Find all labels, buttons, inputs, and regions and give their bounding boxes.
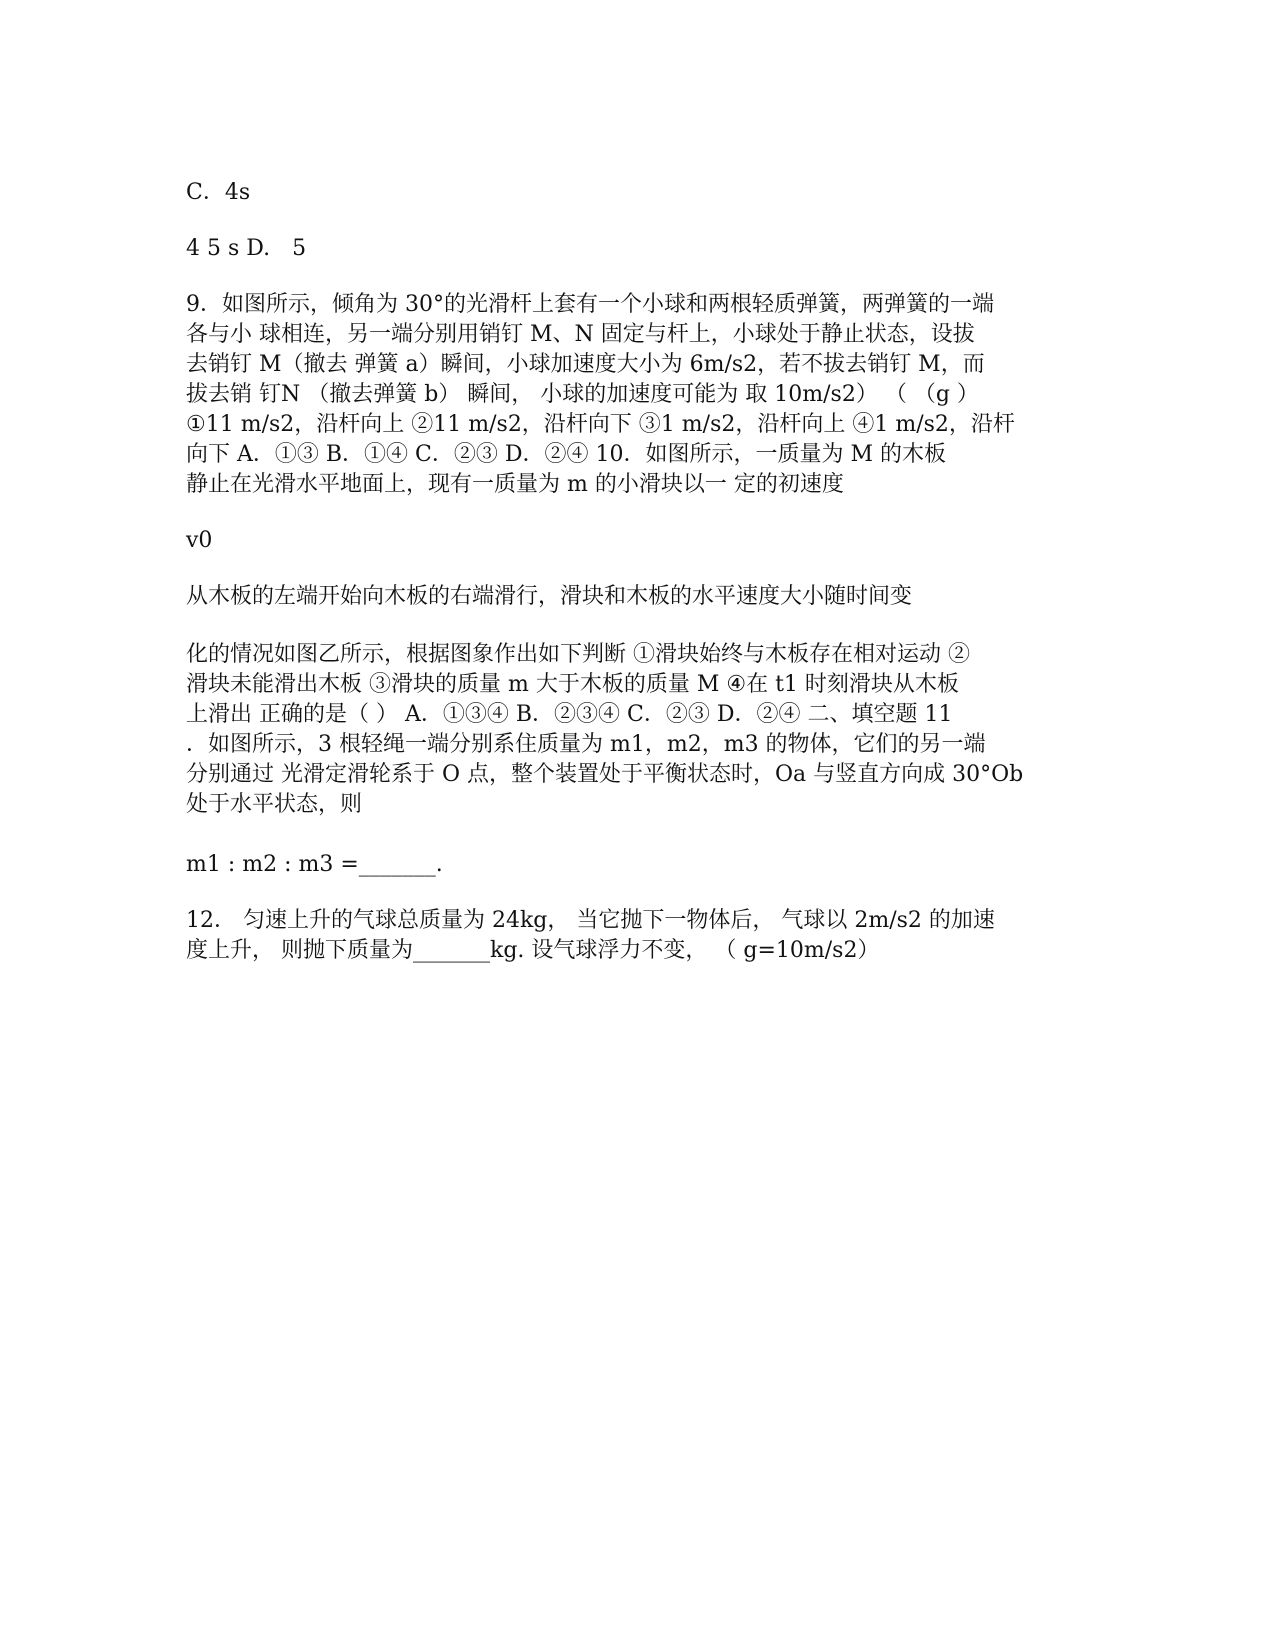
question-11-line-1: ．如图所示，3 根轻绳一端分别系住质量为 m1，m2，m3 的物体，它们的另一端 [186,732,986,757]
question-9-line-1: 9．如图所示，倾角为 30°的光滑杆上套有一个小球和两根轻质弹簧，两弹簧的一端 [186,292,994,317]
question-10-line-5: 滑块未能滑出木板 ③滑块的质量 m 大于木板的质量 M ④在 t1 时刻滑块从木板 [186,672,959,697]
question-9-line-4: 拔去销 钉N （撤去弹簧 b） 瞬间， 小球的加速度可能为 取 10m/s2） （ （g ） [186,382,979,407]
question-9-options: ①11 m/s2，沿杆向上 ②11 m/s2，沿杆向下 ③1 m/s2，沿杆向上 ④1 m/s2，沿杆 [186,412,1015,437]
question-11-blank: m1 : m2 : m3 =_______. [186,852,443,877]
question-9-line-3: 去销钉 M（撤去 弹簧 a）瞬间，小球加速度大小为 6m/s2，若不拔去销钉 M，而 [186,352,985,377]
option-d-line: 4 5 s D. 5 [186,236,307,261]
question-10-options: 上滑出 正确的是（ ） A．①③④ B．②③④ C．②③ D．②④ 二、填空题 11 [186,702,953,727]
question-12-line-2: 度上升， 则抛下质量为_______kg. 设气球浮力不变， （ g=10m/s2） [186,938,880,963]
question-12-line-1: 12． 匀速上升的气球总质量为 24kg， 当它抛下一物体后， 气球以 2m/s2 的加速 [186,908,995,933]
question-10-line-1: 向下 A．①③ B．①④ C．②③ D．②④ 10．如图所示，一质量为 M 的木板 [186,442,947,467]
question-11-line-2: 分别通过 光滑定滑轮系于 O 点，整个装置处于平衡状态时，Oa 与竖直方向成 30°Ob [186,762,1024,787]
v0-label: v0 [186,528,213,553]
question-10-line-3: 从木板的左端开始向木板的右端滑行，滑块和木板的水平速度大小随时间变 [186,584,913,609]
option-c-line: C．4s [186,180,251,205]
question-9-line-2: 各与小 球相连，另一端分别用销钉 M、N 固定与杆上，小球处于静止状态，设拔 [186,322,975,347]
question-10-line-4: 化的情况如图乙所示，根据图象作出如下判断 ①滑块始终与木板存在相对运动 ② [186,642,970,667]
question-11-line-3: 处于水平状态，则 [186,792,363,817]
question-10-line-2: 静止在光滑水平地面上，现有一质量为 m 的小滑块以一 定的初速度 [186,472,844,497]
